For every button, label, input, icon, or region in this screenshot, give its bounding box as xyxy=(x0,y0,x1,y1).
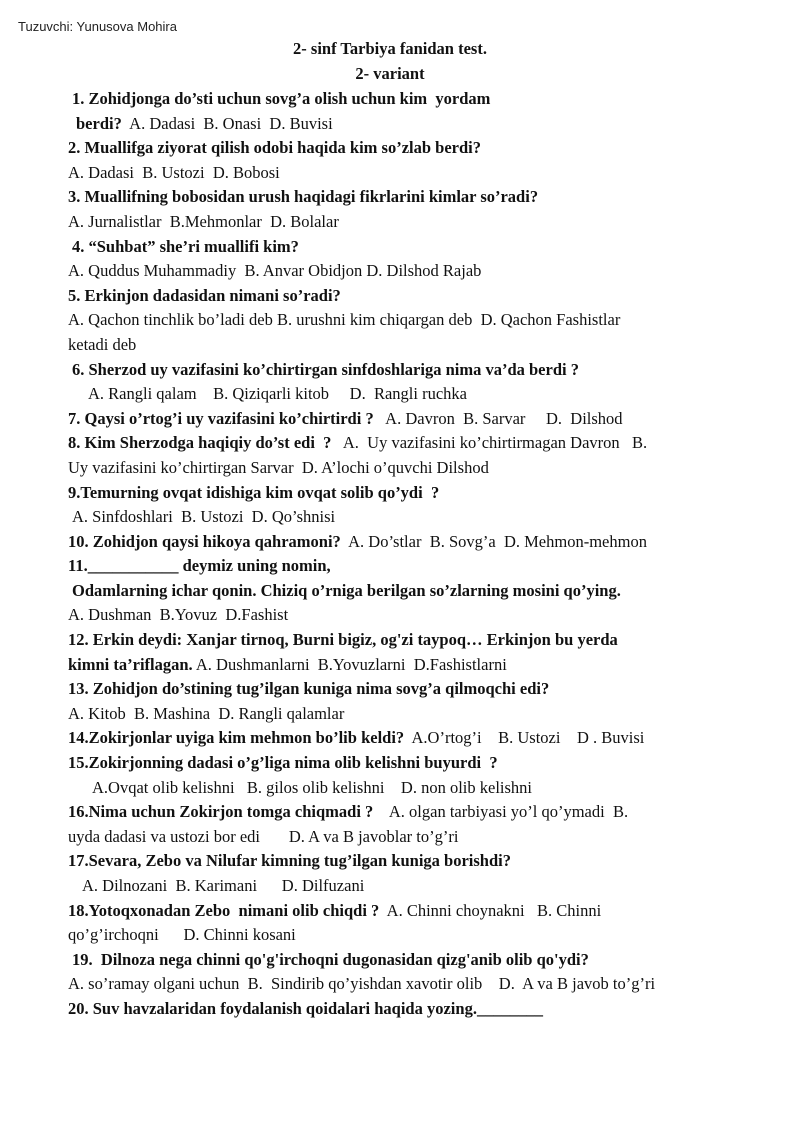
question-line xyxy=(68,136,758,161)
question-text: 13. Zohidjon do’stining tug’ilgan kuniga nima sovg’a qilmoqchi edi? xyxy=(68,679,550,699)
answer-text: A. Davron B. Sarvar D. Dilshod xyxy=(373,408,623,428)
answer-line xyxy=(68,259,758,284)
question-text: berdi? xyxy=(76,113,122,133)
question-text: 12. Erkin deydi: Xanjar tirnoq, Burni bigiz, og'zi taypoq… Erkinjon bu yerda xyxy=(68,630,618,650)
answer-text: A. Do’stlar B. Sovg’a D. Mehmon-mehmon xyxy=(340,531,647,551)
question-text: 9.Temurning ovqat idishiga kim ovqat solib qo’ydi ? xyxy=(68,482,440,502)
question-line xyxy=(68,899,758,924)
question-text: 4. “Suhbat” she’ri muallifi kim? xyxy=(72,236,299,256)
question-text: 8. Kim Sherzodga haqiqiy do’st edi ? xyxy=(68,433,332,453)
question-line xyxy=(68,431,758,456)
question-line xyxy=(68,677,758,702)
question-line xyxy=(68,653,758,678)
question-text: 20. Suv havzalaridan foydalanish qoidalari haqida yozing.________ xyxy=(68,998,543,1018)
answer-line xyxy=(68,972,758,997)
answer-line xyxy=(68,825,758,850)
answer-text: A. Dadasi B. Ustozi D. Bobosi xyxy=(68,162,280,182)
answer-text: A. Dilnozani B. Karimani D. Dilfuzani xyxy=(82,876,365,895)
question-line xyxy=(68,358,758,383)
question-text: 11.___________ deymiz uning nomin, xyxy=(68,556,331,576)
answer-text: A. Sinfdoshlari B. Ustozi D. Qo’shnisi xyxy=(72,507,336,527)
question-line xyxy=(68,407,758,432)
question-line xyxy=(68,185,758,210)
answer-text: A. Rangli qalam B. Qiziqarli kitob D. Rangli ruchka xyxy=(88,384,467,404)
answer-line xyxy=(68,161,758,186)
answer-text: A. so’ramay olgani uchun B. Sindirib qo’yishdan xavotir olib D. A va B javob to’g’ri xyxy=(68,974,656,994)
question-line xyxy=(68,284,758,309)
question-text: Odamlarning ichar qonin. Chiziq o’rniga berilgan so’zlarning mosini qo’ying. xyxy=(72,580,621,600)
question-line xyxy=(68,628,758,653)
answer-text: A. Jurnalistlar B.Mehmonlar D. Bolalar xyxy=(68,211,339,231)
answer-line xyxy=(68,874,758,899)
question-line xyxy=(68,579,758,604)
question-line xyxy=(68,800,758,825)
answer-text: uyda dadasi va ustozi bor edi D. A va B javoblar to’g’ri xyxy=(68,826,459,846)
answer-line xyxy=(68,702,758,727)
answer-text: A. Qachon tinchlik bo’ladi deb B. urushni kim chiqargan deb D. Qachon Fashistlar xyxy=(68,310,621,330)
question-line xyxy=(68,726,758,751)
answer-text: Uy vazifasini ko’chirtirgan Sarvar D. A’lochi o’quvchi Dilshod xyxy=(68,457,489,477)
question-line xyxy=(68,554,758,579)
question-text: 3. Muallifning bobosidan urush haqidagi fikrlarini kimlar so’radi? xyxy=(68,187,539,207)
answer-line xyxy=(68,923,758,948)
answer-text: A. olgan tarbiyasi yo’l qo’ymadi B. xyxy=(373,802,629,822)
answer-text: A. Dadasi B. Onasi D. Buvisi xyxy=(121,113,333,133)
question-line xyxy=(68,751,758,776)
question-text: 15.Zokirjonning dadasi o’g’liga nima olib kelishni buyurdi ? xyxy=(68,753,498,773)
question-text: 16.Nima uchun Zokirjon tomga chiqmadi ? xyxy=(68,802,374,822)
question-text: 18.Yotoqxonadan Zebo nimani olib chiqdi ? xyxy=(68,900,380,920)
answer-line xyxy=(68,505,758,530)
test-title: 2- sinf Tarbiya fanidan test. xyxy=(293,39,487,58)
question-text: 14.Zokirjonlar uyiga kim mehmon bo’lib keldi? xyxy=(68,728,405,748)
answer-line xyxy=(68,382,758,407)
answer-text: A. Dushman B.Yovuz D.Fashist xyxy=(68,605,289,625)
answer-text: A.Ovqat olib kelishni B. gilos olib kelishni D. non olib kelishni xyxy=(92,777,532,797)
author-line: Tuzuvchi: Yunusova Mohira xyxy=(18,19,177,34)
question-line xyxy=(68,235,758,260)
question-text: 10. Zohidjon qaysi hikoya qahramoni? xyxy=(68,531,341,551)
question-text: 1. Zohidjonga do’sti uchun sovg’a olish uchun kim yordam xyxy=(72,89,491,108)
question-text: 17.Sevara, Zebo va Nilufar kimning tug’ilgan kuniga borishdi? xyxy=(68,851,511,871)
answer-text: A. Chinni choynakni B. Chinni xyxy=(379,900,602,920)
question-line xyxy=(68,87,758,112)
question-line xyxy=(68,530,758,555)
question-text: 19. Dilnoza nega chinni qo'g'irchoqni dugonasidan qizg'anib olib qo'ydi? xyxy=(72,949,589,969)
answer-line xyxy=(68,210,758,235)
answer-line xyxy=(68,776,758,801)
question-text: 7. Qaysi o’rtog’i uy vazifasini ko’chirtirdi ? xyxy=(68,408,374,428)
question-line xyxy=(68,948,758,973)
answer-line xyxy=(68,603,758,628)
answer-line xyxy=(68,308,758,333)
answer-text: A. Quddus Muhammadiy B. Anvar Obidjon D. Dilshod Rajab xyxy=(68,261,482,281)
question-text: 2. Muallifga ziyorat qilish odobi haqida kim so’zlab berdi? xyxy=(68,138,482,158)
answer-text: A. Kitob B. Mashina D. Rangli qalamlar xyxy=(68,703,345,723)
question-line xyxy=(68,849,758,874)
variant-label: 2- variant xyxy=(355,64,425,83)
question-text: 5. Erkinjon dadasidan nimani so’radi? xyxy=(68,285,341,305)
answer-text: A. Uy vazifasini ko’chirtirmagan Davron B. xyxy=(331,433,648,453)
question-line xyxy=(68,481,758,506)
answer-text: A. Dushmanlarni B.Yovuzlarni D.Fashistlarni xyxy=(192,654,507,674)
question-list xyxy=(68,87,758,1022)
question-text: kimni ta’riflagan. xyxy=(68,654,193,674)
question-line xyxy=(68,997,758,1022)
answer-line xyxy=(68,333,758,358)
answer-text: qo’g’irchoqni D. Chinni kosani xyxy=(68,925,296,945)
question-text: 6. Sherzod uy vazifasini ko’chirtirgan sinfdoshlariga nima va’da berdi ? xyxy=(72,359,579,379)
answer-line xyxy=(68,456,758,481)
answer-text: ketadi deb xyxy=(68,334,137,354)
answer-text: A.O’rtog’i B. Ustozi D . Buvisi xyxy=(404,728,645,748)
answer-line xyxy=(68,112,758,137)
